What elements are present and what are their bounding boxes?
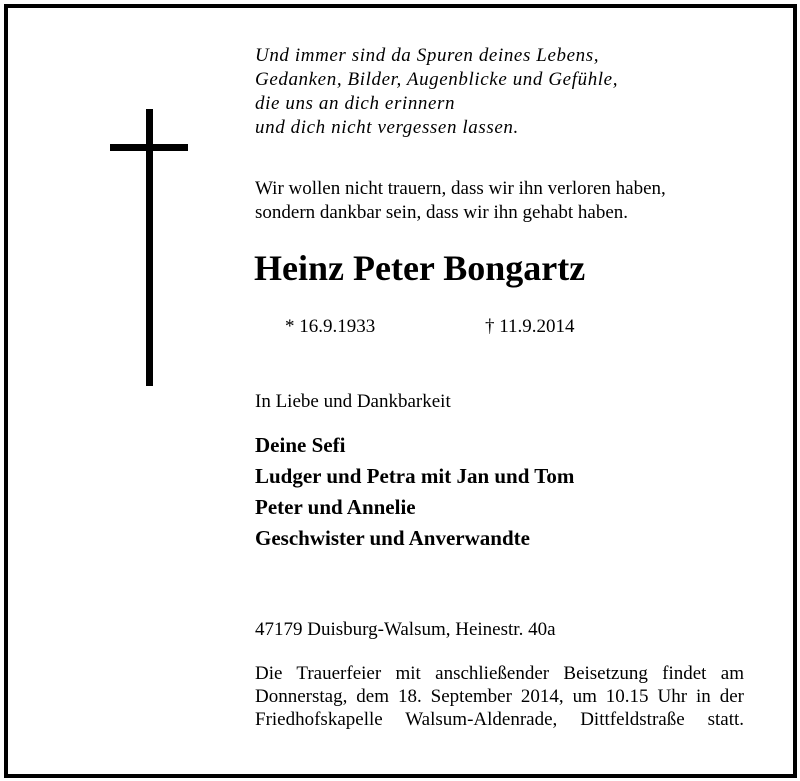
mourners-intro: In Liebe und Dankbarkeit	[255, 391, 451, 412]
memorial-quote	[255, 177, 666, 225]
birth-date: * 16.9.1933	[285, 316, 376, 337]
mourner-name: Peter und Annelie	[255, 495, 416, 519]
poem-line: Gedanken, Bilder, Augenblicke und Gefühle,	[255, 69, 619, 90]
mourner-name: Ludger und Petra mit Jan und Tom	[255, 464, 575, 488]
memorial-poem	[255, 44, 618, 140]
notice-line: Donnerstag, dem 18. September 2014, um 10.15 Uhr in der	[255, 686, 744, 707]
quote-line: Wir wollen nicht trauern, dass wir ihn verloren haben,	[255, 178, 666, 199]
poem-line: die uns an dich erinnern	[255, 93, 456, 114]
funeral-notice	[255, 662, 744, 731]
notice-line: Die Trauerfeier mit anschließender Beisetzung findet am	[255, 663, 744, 684]
mourners-list	[255, 430, 574, 554]
poem-line: und dich nicht vergessen lassen.	[255, 117, 519, 138]
notice-line: Friedhofskapelle Walsum-Aldenrade, Dittfeldstraße statt.	[255, 709, 744, 730]
mourner-name: Geschwister und Anverwandte	[255, 526, 530, 550]
poem-line: Und immer sind da Spuren deines Lebens,	[255, 45, 600, 66]
death-date: † 11.9.2014	[485, 316, 575, 337]
cross-horizontal-beam	[110, 144, 188, 151]
deceased-name: Heinz Peter Bongartz	[254, 248, 586, 288]
mourner-name: Deine Sefi	[255, 433, 346, 457]
quote-line: sondern dankbar sein, dass wir ihn gehabt haben.	[255, 202, 629, 223]
family-address: 47179 Duisburg-Walsum, Heinestr. 40a	[255, 619, 556, 640]
